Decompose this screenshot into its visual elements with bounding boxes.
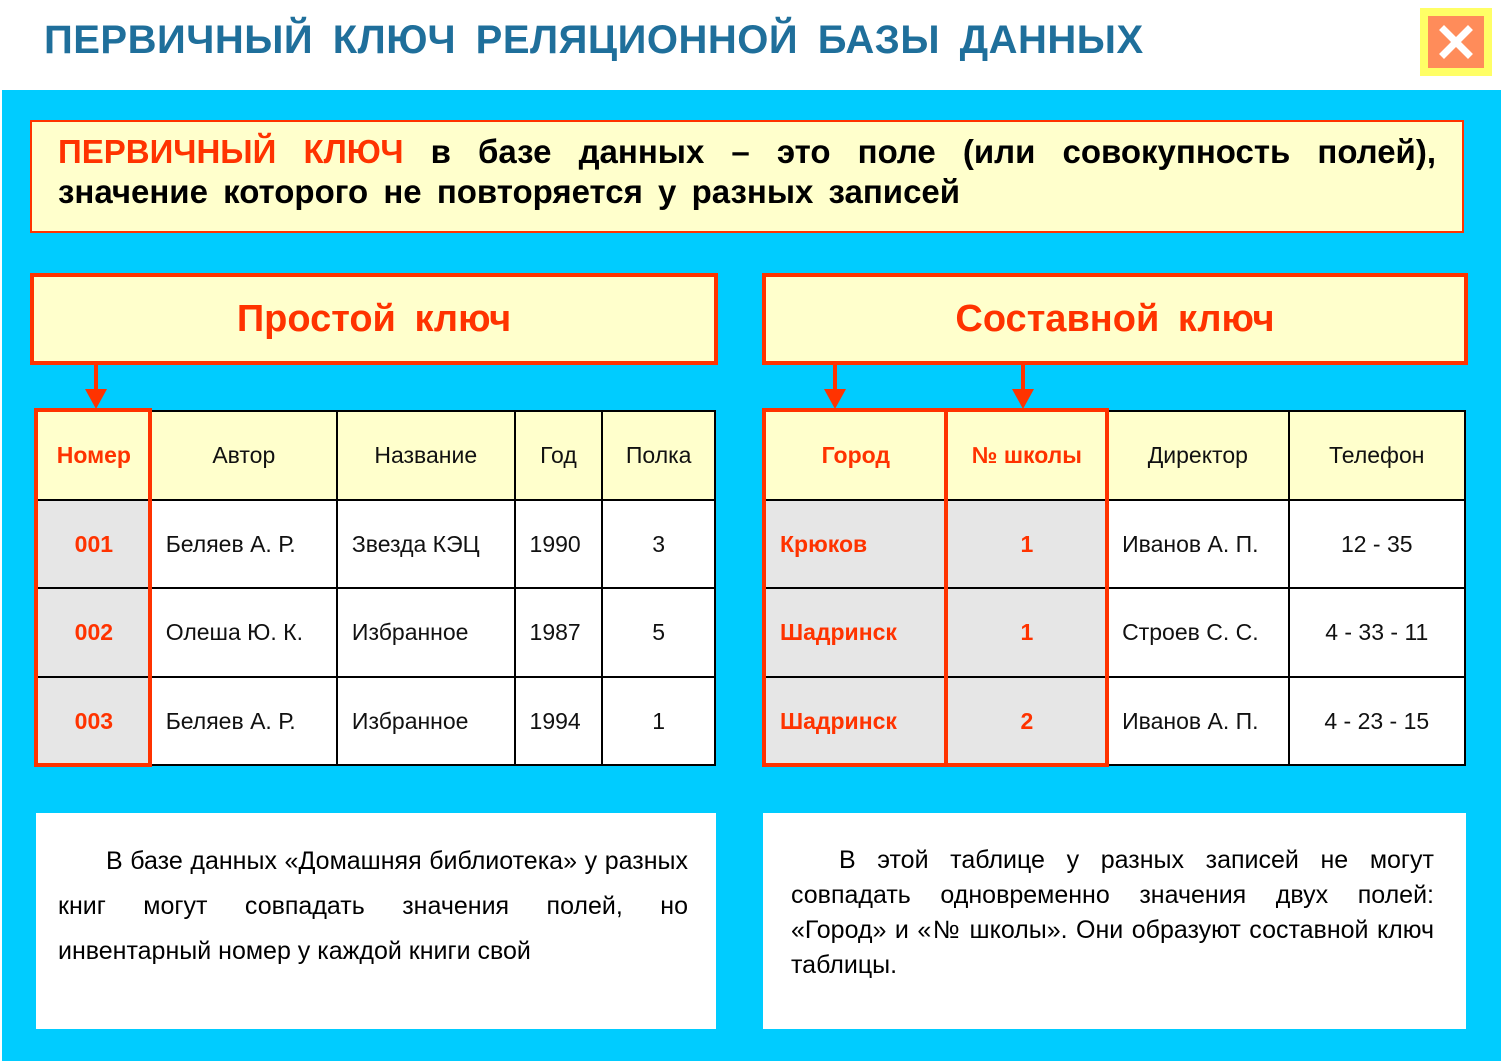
note-text: В базе данных «Домашняя библиотека» у разных книг могут совпадать значения полей, но инвентарный номер у каждой книги свой: [58, 847, 688, 965]
composite-key-title: Составной ключ: [762, 273, 1468, 365]
table-cell: Крюков: [765, 500, 947, 588]
arrow-down-icon: [84, 363, 108, 409]
table-row: [765, 588, 1465, 677]
table-cell: 3: [602, 500, 715, 588]
table-header-row: [37, 411, 715, 500]
table-cell: Избранное: [337, 677, 515, 765]
table-cell: 1: [602, 677, 715, 765]
column-header: Город: [765, 411, 947, 500]
page-title: ПЕРВИЧНЫЙ КЛЮЧ РЕЛЯЦИОННОЙ БАЗЫ ДАННЫХ: [44, 18, 1144, 62]
table-cell: Шадринск: [765, 677, 947, 765]
table-cell: 001: [37, 500, 151, 588]
column-header: Номер: [37, 411, 151, 500]
table-cell: Беляев А. Р.: [151, 677, 337, 765]
table-row: [765, 677, 1465, 765]
column-header: Полка: [602, 411, 715, 500]
arrow-down-icon: [823, 363, 847, 409]
table-cell: 003: [37, 677, 151, 765]
table-cell: Иванов А. П.: [1107, 500, 1288, 588]
table-cell: 4 - 23 - 15: [1289, 677, 1465, 765]
table-cell: 12 - 35: [1289, 500, 1465, 588]
table-cell: 002: [37, 588, 151, 677]
simple-key-title: Простой ключ: [30, 273, 718, 365]
column-header: Директор: [1107, 411, 1288, 500]
column-header: № школы: [947, 411, 1107, 500]
simple-key-table: [36, 410, 716, 766]
close-button[interactable]: [1420, 8, 1492, 76]
composite-key-table: [764, 410, 1466, 766]
table-cell: Шадринск: [765, 588, 947, 677]
table-cell: Строев С. С.: [1107, 588, 1288, 677]
column-header: Год: [515, 411, 603, 500]
table-cell: Избранное: [337, 588, 515, 677]
table-cell: 5: [602, 588, 715, 677]
note-text: В этой таблице у разных записей не могут совпадать одновременно значения двух полей: «Город» и «№ школы». Они образуют составной ключ таблицы.: [791, 846, 1434, 979]
table-cell: 2: [947, 677, 1107, 765]
column-header: Телефон: [1289, 411, 1465, 500]
table-row: [37, 677, 715, 765]
definition-term: ПЕРВИЧНЫЙ КЛЮЧ: [58, 133, 404, 170]
table-header-row: [765, 411, 1465, 500]
table-cell: 1990: [515, 500, 603, 588]
column-header: Название: [337, 411, 515, 500]
table-cell: Олеша Ю. К.: [151, 588, 337, 677]
table-row: [37, 500, 715, 588]
table-cell: Звезда КЭЦ: [337, 500, 515, 588]
table-row: [765, 500, 1465, 588]
close-icon: [1439, 25, 1473, 59]
table-cell: 1: [947, 500, 1107, 588]
simple-key-note: [36, 813, 716, 1029]
composite-key-note: [763, 813, 1466, 1029]
table-cell: Беляев А. Р.: [151, 500, 337, 588]
table-cell: 1: [947, 588, 1107, 677]
definition-box: [30, 120, 1464, 233]
table-cell: 1987: [515, 588, 603, 677]
arrow-down-icon: [1011, 363, 1035, 409]
table-cell: 1994: [515, 677, 603, 765]
table-cell: 4 - 33 - 11: [1289, 588, 1465, 677]
column-header: Автор: [151, 411, 337, 500]
table-row: [37, 588, 715, 677]
table-cell: Иванов А. П.: [1107, 677, 1288, 765]
close-button-face[interactable]: [1428, 16, 1484, 68]
definition-text: в базе данных – это поле (или совокупность полей), значение которого не повторяется у разных записей: [58, 133, 1436, 210]
